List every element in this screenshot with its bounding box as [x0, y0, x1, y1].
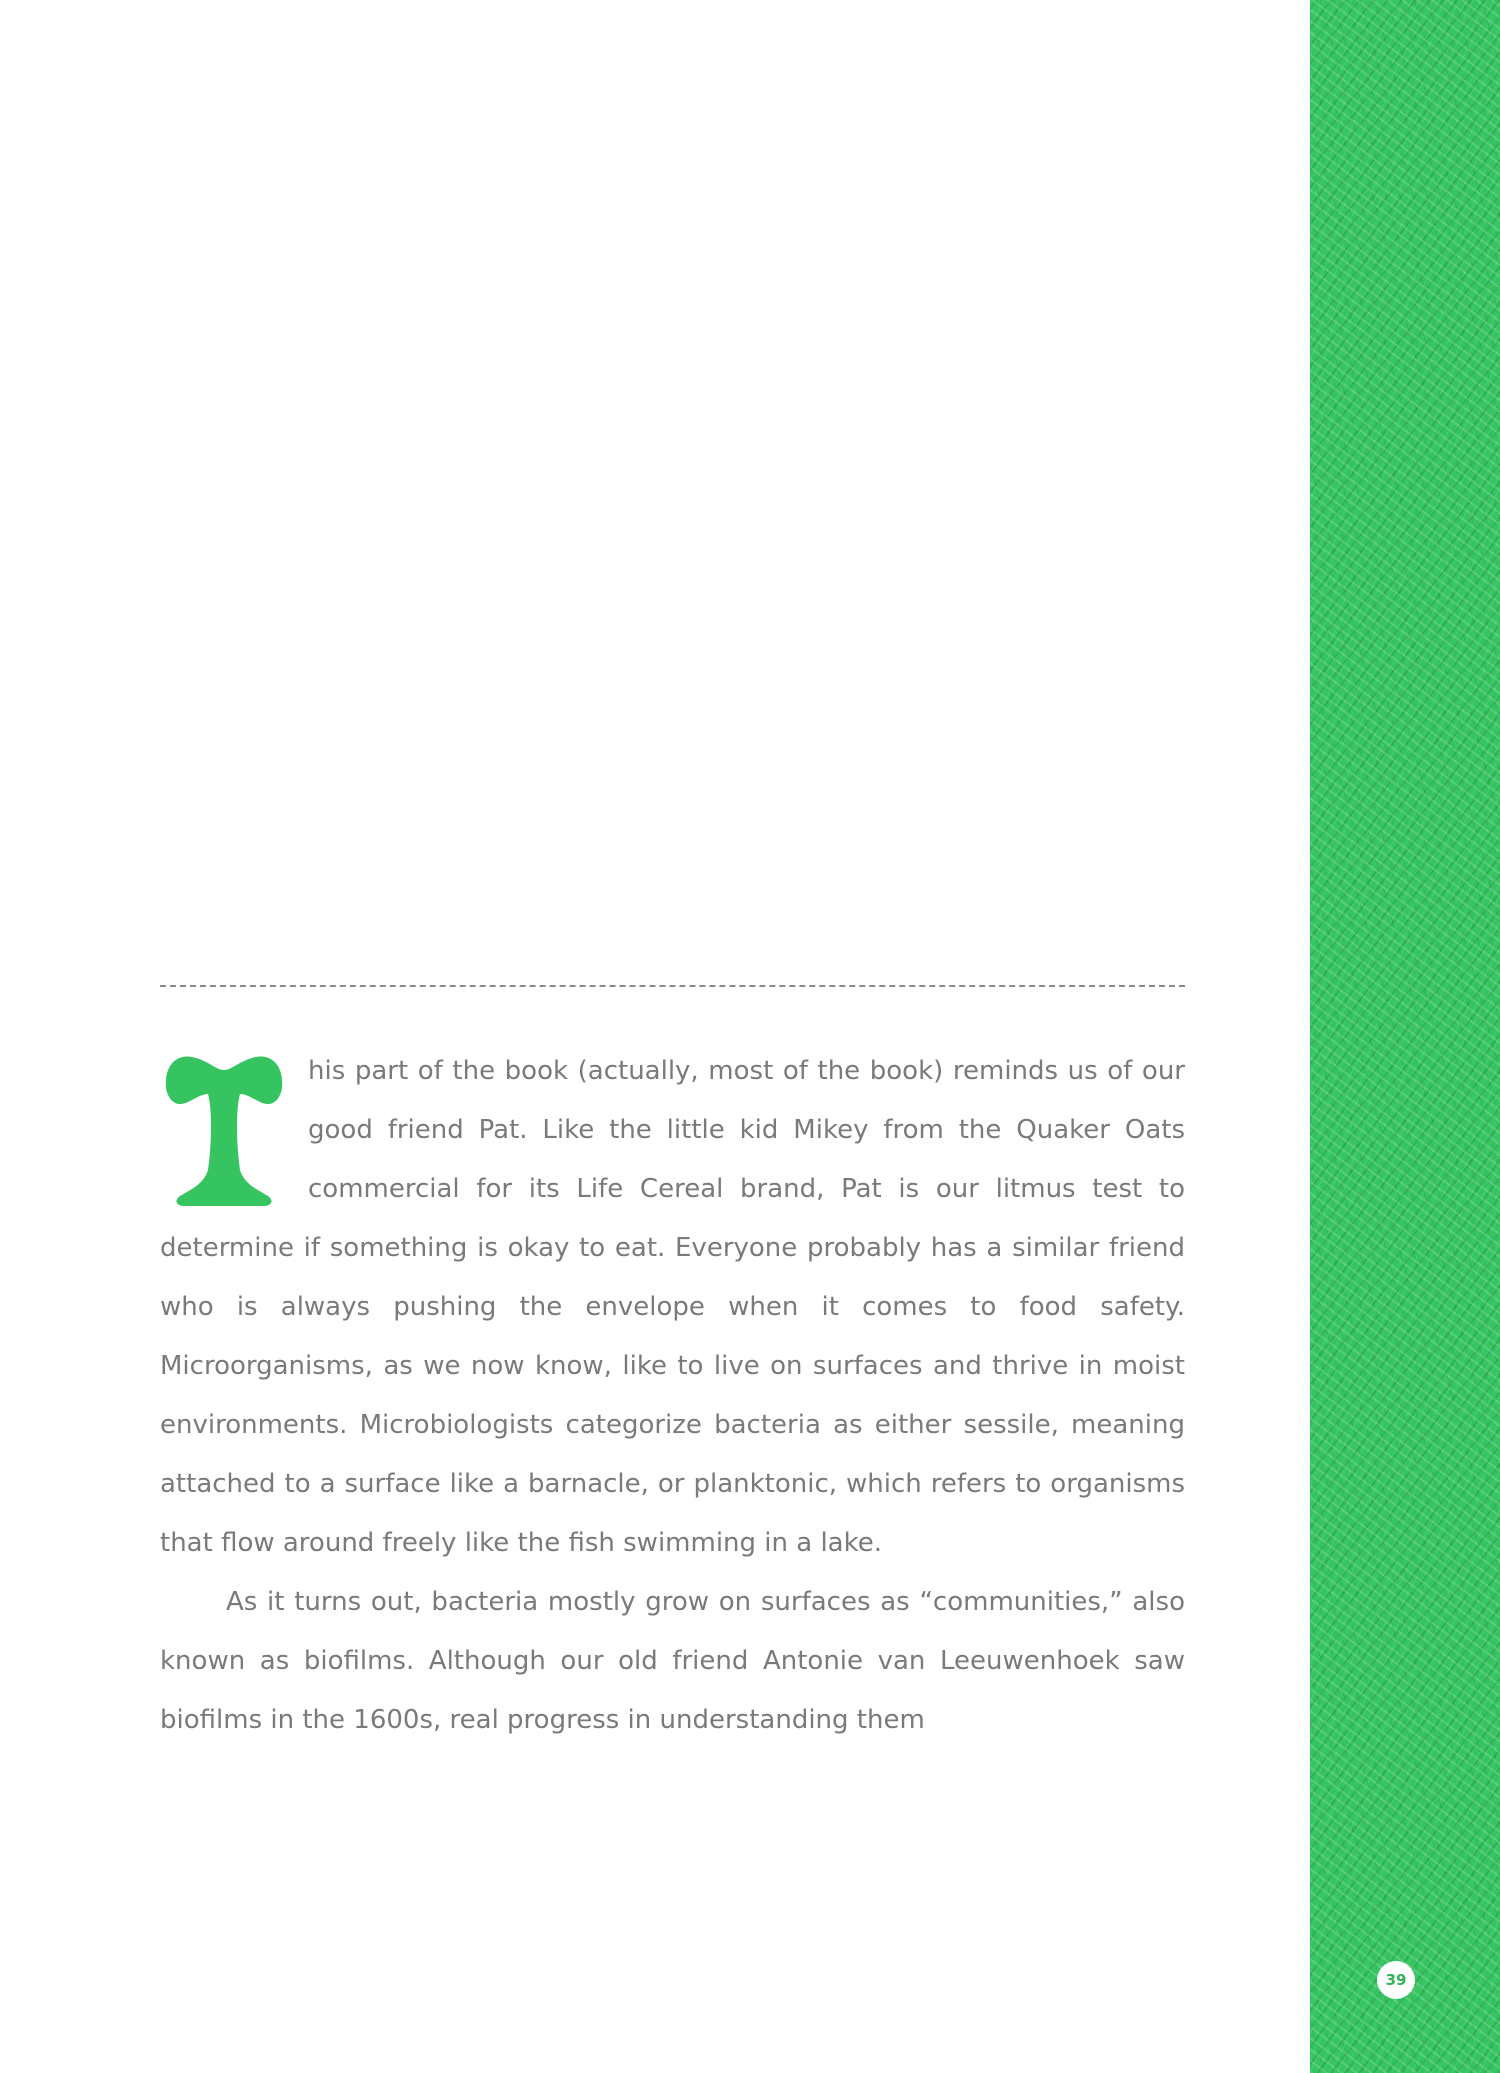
paragraph-1-text: his part of the book (actually, most of the book) reminds us of our good friend Pat. Like the little kid Mikey from the Quaker Oats commercial for its Life Cereal brand, Pat is our litmus test to determine if something is okay to eat. Everyone probably has a similar friend who is always pushing the envelope when it comes to food safety. Microorganisms, as we now know, like to live on surfaces and thrive in moist environments. Microbiologists categorize bacteria as either sessile, meaning attached to a surface like a barnacle, or planktonic, which refers to organisms that flow around freely like the fish swimming in a lake. [160, 1056, 1185, 1558]
paragraph-1 [160, 1042, 1185, 1573]
page-number-badge: 39 [1377, 1961, 1415, 1999]
paragraph-2: As it turns out, bacteria mostly grow on surfaces as “communities,” also known as biofilms. Although our old friend Antonie van Leeuwenhoek saw biofilms in the 1600s, real progress in understanding them [160, 1587, 1185, 1735]
body-text [160, 1042, 1185, 1750]
drop-cap [160, 1046, 288, 1214]
dashed-divider [160, 985, 1185, 987]
decorative-green-band [1310, 0, 1500, 2073]
